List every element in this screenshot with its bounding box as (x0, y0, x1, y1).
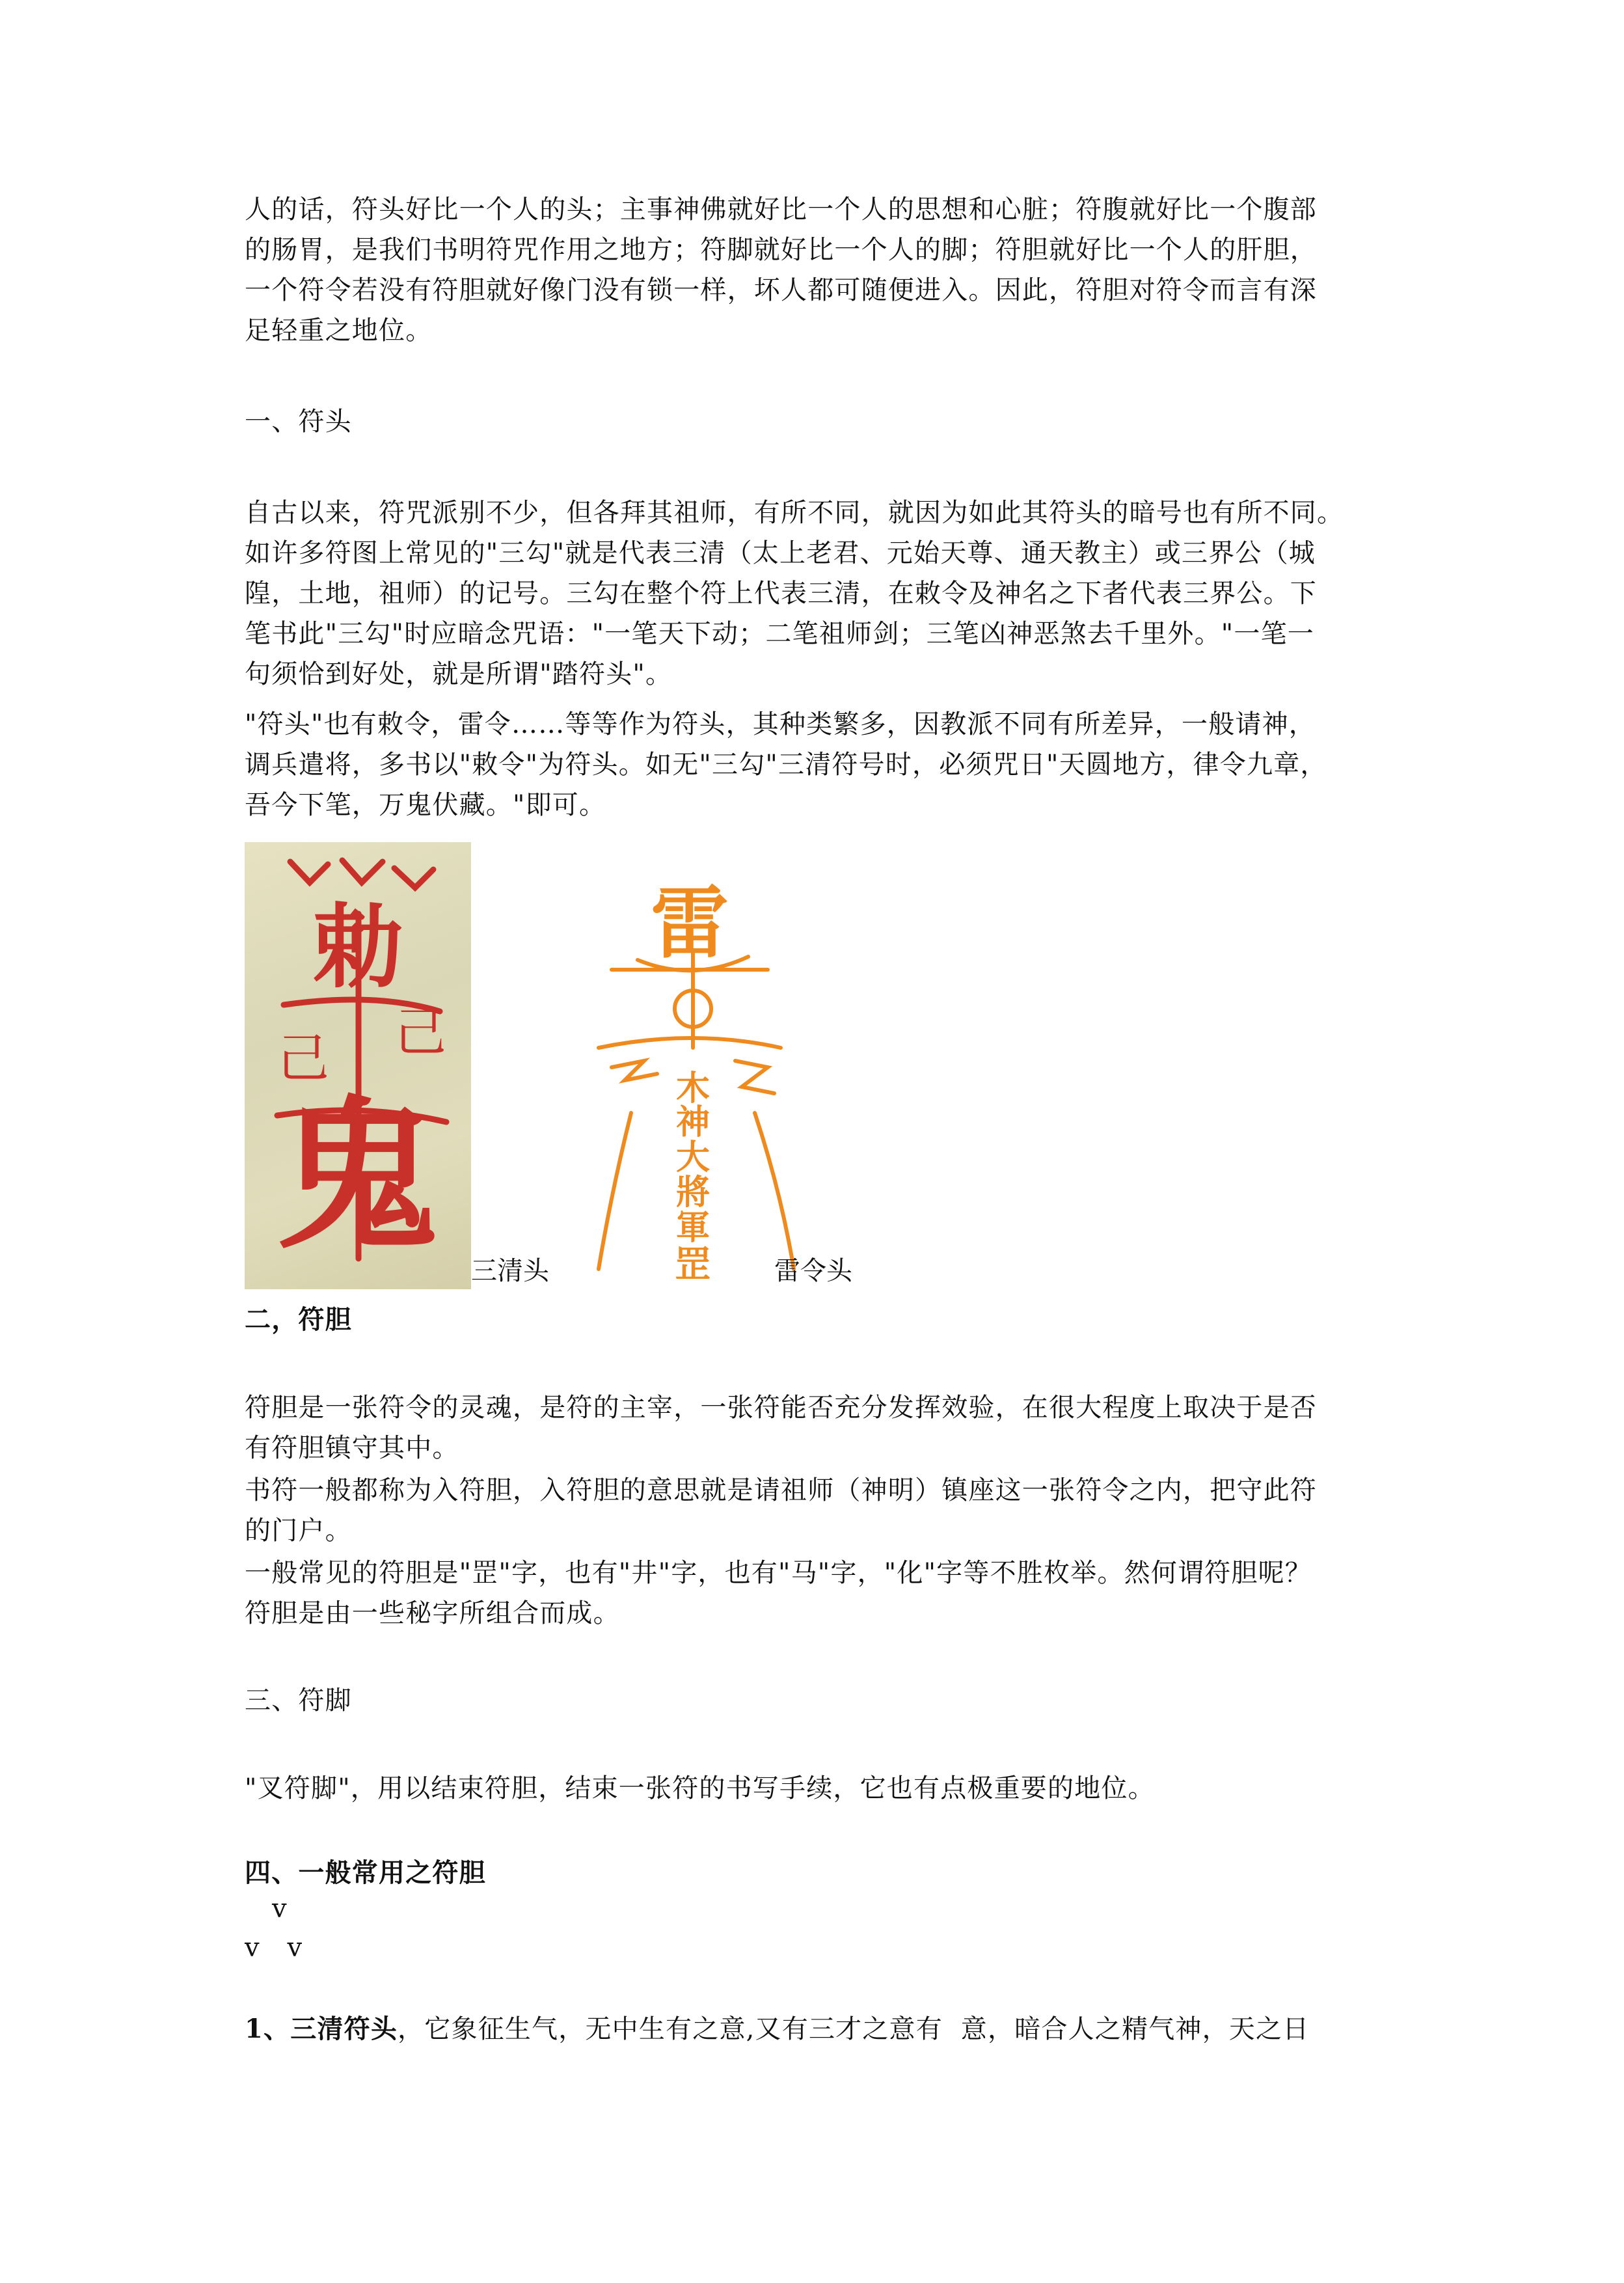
talisman-glyph: 軍 (675, 1208, 710, 1248)
section-heading: 四、一般常用之符胆 (245, 1857, 486, 1888)
talisman-glyph: 雷 (651, 877, 729, 969)
talisman-glyph: 神 (675, 1102, 710, 1142)
paragraph-line: 隍，土地，祖师）的记号。三勾在整个符上代表三清，在敕令及神名之下者代表三界公。下 (245, 579, 1317, 608)
section-heading: 二，符胆 (245, 1304, 352, 1335)
talisman-glyph: 己 (277, 1028, 329, 1089)
paragraph-line: 符胆是一张符令的灵魂，是符的主宰，一张符能否充分发挥效验，在很大程度上取决于是否 (245, 1393, 1317, 1423)
paragraph-line: 有符胆镇守其中。 (245, 1433, 459, 1463)
paragraph-line: 书符一般都称为入符胆，入符胆的意思就是请祖师（神明）镇座这一张符令之内，把守此符 (245, 1475, 1317, 1505)
paragraph-line: 句须恰到好处，就是所谓"踏符头"。 (245, 659, 673, 689)
paragraph-line: 的肠胃，是我们书明符咒作用之地方；符脚就好比一个人的脚；符胆就好比一个人的肝胆， (245, 235, 1317, 265)
leiling-talisman-drawing (586, 853, 800, 1282)
paragraph-line: 吾今下笔，万鬼伏藏。"即可。 (245, 790, 606, 820)
paragraph-line: 足轻重之地位。 (245, 316, 433, 346)
talisman-glyph: 將 (675, 1173, 710, 1212)
talisman-glyph: 罡 (675, 1243, 711, 1282)
paragraph-line: 人的话，符头好比一个人的头；主事神佛就好比一个人的思想和心脏；符腹就好比一个腹部 (245, 195, 1317, 225)
paragraph-line (245, 2011, 1309, 2047)
v-mark: v v (245, 1933, 303, 1963)
paragraph-line: 一个符令若没有符胆就好像门没有锁一样，坏人都可随便进入。因此，符胆对符令而言有深 (245, 275, 1317, 305)
paragraph-line: "叉符脚"，用以结束符胆，结束一张符的书写手续，它也有点极重要的地位。 (245, 1773, 1155, 1803)
talisman-glyph: 大 (675, 1138, 710, 1177)
paragraph-line: 符胆是由一些秘字所组合而成。 (245, 1598, 620, 1628)
section-heading: 三、符脚 (245, 1686, 352, 1716)
item-title: 1、三清符头 (245, 2014, 398, 2044)
paragraph-line: 自古以来，符咒派别不少，但各拜其祖师，有所不同，就因为如此其符头的暗号也有所不同。 (245, 498, 1344, 528)
talisman-glyph: 木 (675, 1069, 710, 1108)
v-mark: v (272, 1894, 288, 1924)
paragraph-line: 一般常见的符胆是"罡"字，也有"井"字，也有"马"字，"化"字等不胜枚举。然何谓符胆呢？ (245, 1558, 1312, 1588)
sanqing-talisman-image (245, 842, 471, 1289)
leiling-caption: 雷令头 (774, 1256, 852, 1286)
paragraph-line: "符头"也有敕令，雷令……等等作为符头，其种类繁多，因教派不同有所差异，一般请神， (245, 709, 1316, 739)
paragraph-line: 笔书此"三勾"时应暗念咒语："一笔天下动；二笔祖师剑；三笔凶神恶煞去千里外。"一笔一 (245, 619, 1314, 649)
talisman-glyph: 己 (394, 1002, 446, 1063)
leiling-talisman-image (586, 853, 800, 1282)
talisman-glyph: 勅 (312, 894, 404, 1001)
paragraph-line: 如许多符图上常见的"三勾"就是代表三清（太上老君、元始天尊、通天教主）或三界公（城 (245, 538, 1316, 568)
paragraph-line: 调兵遣将，多书以"敕令"为符头。如无"三勾"三清符号时，必须咒日"天圆地方，律令九章， (245, 750, 1327, 780)
sanqing-caption: 三清头 (471, 1256, 549, 1286)
section-heading: 一、符头 (245, 407, 352, 437)
item-text: ，它象征生气，无中生有之意,又有三才之意有 意，暗合人之精气神，天之日 (398, 2014, 1310, 2044)
paragraph-line: 的门户。 (245, 1516, 352, 1546)
talisman-glyph: 鬼 (277, 1080, 439, 1271)
sanqing-talisman-drawing (245, 842, 471, 1289)
